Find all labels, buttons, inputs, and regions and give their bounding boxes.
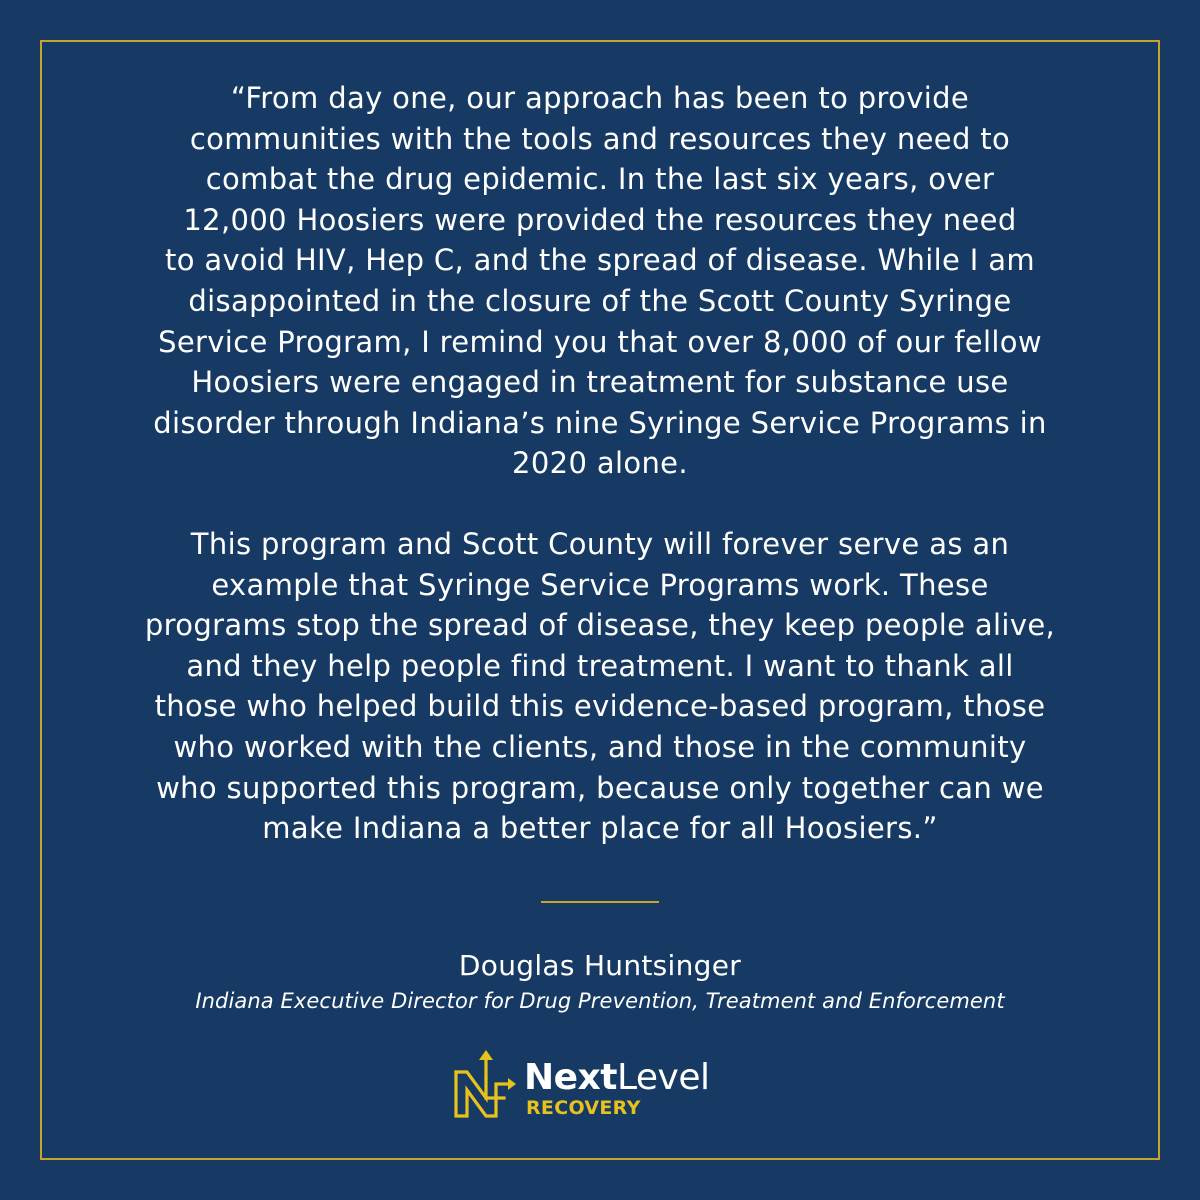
quote-block [70, 78, 1130, 849]
quote-line: and they help people find treatment. I want to thank all [186, 648, 1014, 683]
author-title: Indiana Executive Director for Drug Prevention, Treatment and Enforcement [195, 989, 1005, 1013]
quote-line: “From day one, our approach has been to provide [230, 81, 970, 115]
next-level-recovery-logo [452, 1050, 752, 1122]
logo-name-regular: Level [616, 1057, 710, 1098]
quote-line: make Indiana a better place for all Hoosiers.” [262, 811, 938, 846]
n-arrow-logo-icon [452, 1050, 516, 1122]
quote-line: communities with the tools and resources they need to [189, 121, 1011, 156]
logo-wordmark [524, 1058, 710, 1098]
quote-paragraph-1 [70, 78, 1130, 484]
logo-tagline: RECOVERY [526, 1097, 641, 1119]
quote-line: combat the drug epidemic. In the last six years, over [205, 162, 995, 197]
paragraph-spacer [70, 484, 1130, 524]
quote-line: 12,000 Hoosiers were provided the resources they need [183, 202, 1017, 237]
quote-line: Hoosiers were engaged in treatment for substance use [191, 365, 1009, 400]
quote-line: programs stop the spread of disease, they keep people alive, [144, 608, 1056, 643]
gold-divider [541, 901, 659, 903]
logo-name-bold: Next [524, 1057, 617, 1098]
quote-line: This program and Scott County will forever serve as an [190, 526, 1010, 561]
quote-line: 2020 alone. [512, 446, 688, 481]
quote-line: disappointed in the closure of the Scott County Syringe [188, 283, 1012, 318]
quote-line: to avoid HIV, Hep C, and the spread of disease. While I am [165, 243, 1035, 278]
quote-line: who worked with the clients, and those in the community [173, 729, 1027, 764]
quote-line: Service Program, I remind you that over 8,000 of our fellow [158, 324, 1042, 359]
author-name: Douglas Huntsinger [458, 949, 742, 982]
quote-paragraph-2 [70, 524, 1130, 849]
quote-line: those who helped build this evidence-based program, those [154, 689, 1046, 724]
quote-line: who supported this program, because only together can we [156, 770, 1044, 805]
quote-line: example that Syringe Service Programs work. These [211, 567, 989, 602]
quote-line: disorder through Indiana’s nine Syringe Service Programs in [153, 405, 1047, 440]
